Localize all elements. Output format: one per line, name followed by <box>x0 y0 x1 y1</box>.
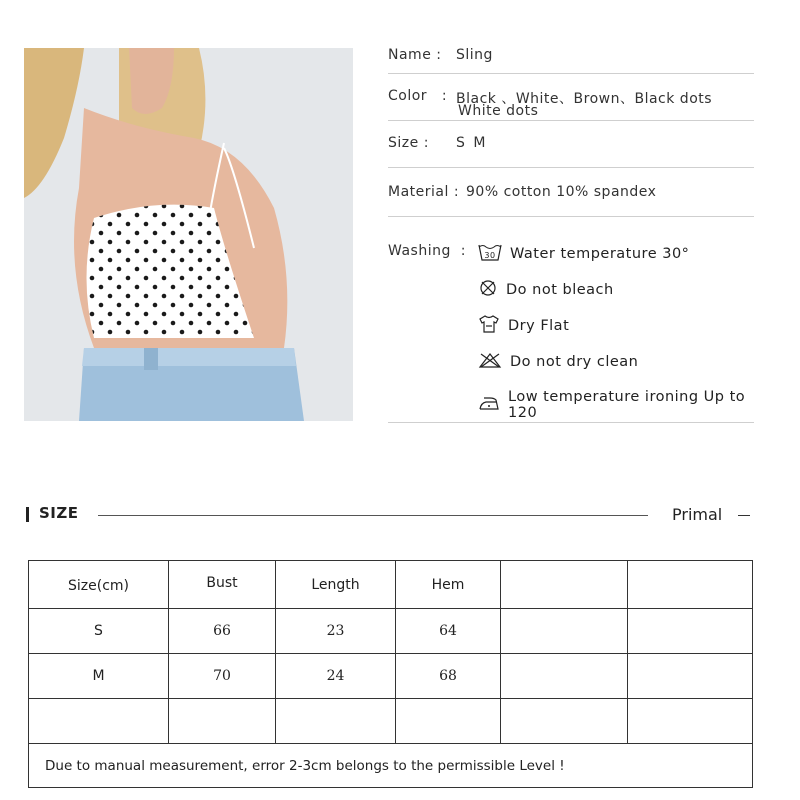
table-cell: M <box>29 654 169 699</box>
size-value: S M <box>456 135 488 151</box>
table-header-cell: Hem <box>396 561 501 609</box>
table-cell <box>501 699 628 744</box>
table-header-cell <box>501 561 628 609</box>
low-iron-icon <box>478 395 508 415</box>
wash-item <box>478 314 569 338</box>
table-cell <box>169 699 276 744</box>
wash-30-icon <box>478 242 510 266</box>
table-cell <box>276 699 396 744</box>
table-cell: 23 <box>276 609 396 654</box>
size-section-header <box>26 503 754 527</box>
size-section-title: SIZE <box>39 504 79 522</box>
table-cell <box>501 609 628 654</box>
table-cell: 68 <box>396 654 501 699</box>
table-cell <box>628 654 753 699</box>
dry-flat-icon <box>478 314 508 338</box>
table-header-cell: Length <box>276 561 396 609</box>
no-bleach-icon <box>478 279 506 301</box>
color-value-line2: White dots <box>458 103 539 119</box>
color-row <box>388 74 754 121</box>
table-cell <box>396 699 501 744</box>
table-header-row <box>29 561 753 609</box>
divider <box>738 515 750 516</box>
wash-item <box>478 389 754 421</box>
table-row <box>29 609 753 654</box>
material-row <box>388 168 754 217</box>
wash-text: Do not dry clean <box>510 354 639 370</box>
table-header-cell <box>628 561 753 609</box>
table-header-cell: Bust <box>169 561 276 609</box>
color-value-line1: Black 、White、Brown、Black dots <box>456 91 713 107</box>
washing-label: Washing : <box>388 243 466 259</box>
wash-text: Dry Flat <box>508 318 570 334</box>
section-marker <box>26 507 29 522</box>
table-row <box>29 699 753 744</box>
material-label: Material : <box>388 184 460 200</box>
measurement-note: Due to manual measurement, error 2-3cm belongs to the permissible Level ! <box>29 744 753 788</box>
table-cell: 24 <box>276 654 396 699</box>
size-table <box>28 560 753 788</box>
divider <box>98 515 648 516</box>
color-label: Color : <box>388 88 448 104</box>
product-photo <box>24 48 353 421</box>
table-cell: 64 <box>396 609 501 654</box>
product-info <box>388 40 754 423</box>
table-cell <box>628 609 753 654</box>
wash-item <box>478 279 614 301</box>
material-value: 90% cotton 10% spandex <box>466 184 657 200</box>
table-cell <box>501 654 628 699</box>
table-cell: S <box>29 609 169 654</box>
table-cell <box>628 699 753 744</box>
wash-text: Water temperature 30° <box>510 246 690 262</box>
brand-name: Primal <box>672 505 723 524</box>
name-row <box>388 40 754 74</box>
no-dry-clean-icon <box>478 351 510 373</box>
wash-item <box>478 242 689 266</box>
table-note-row <box>29 744 753 788</box>
name-value: Sling <box>456 47 493 63</box>
wash-text: Do not bleach <box>506 282 614 298</box>
wash-item <box>478 351 638 373</box>
size-row <box>388 121 754 168</box>
svg-text:30: 30 <box>484 251 496 260</box>
name-label: Name : <box>388 47 442 63</box>
size-label: Size : <box>388 135 429 151</box>
table-cell: 70 <box>169 654 276 699</box>
wash-text: Low temperature ironing Up to 120 <box>508 389 746 421</box>
table-header-cell: Size(cm) <box>29 561 169 609</box>
washing-row <box>388 217 754 423</box>
table-cell <box>29 699 169 744</box>
table-row <box>29 654 753 699</box>
table-cell: 66 <box>169 609 276 654</box>
